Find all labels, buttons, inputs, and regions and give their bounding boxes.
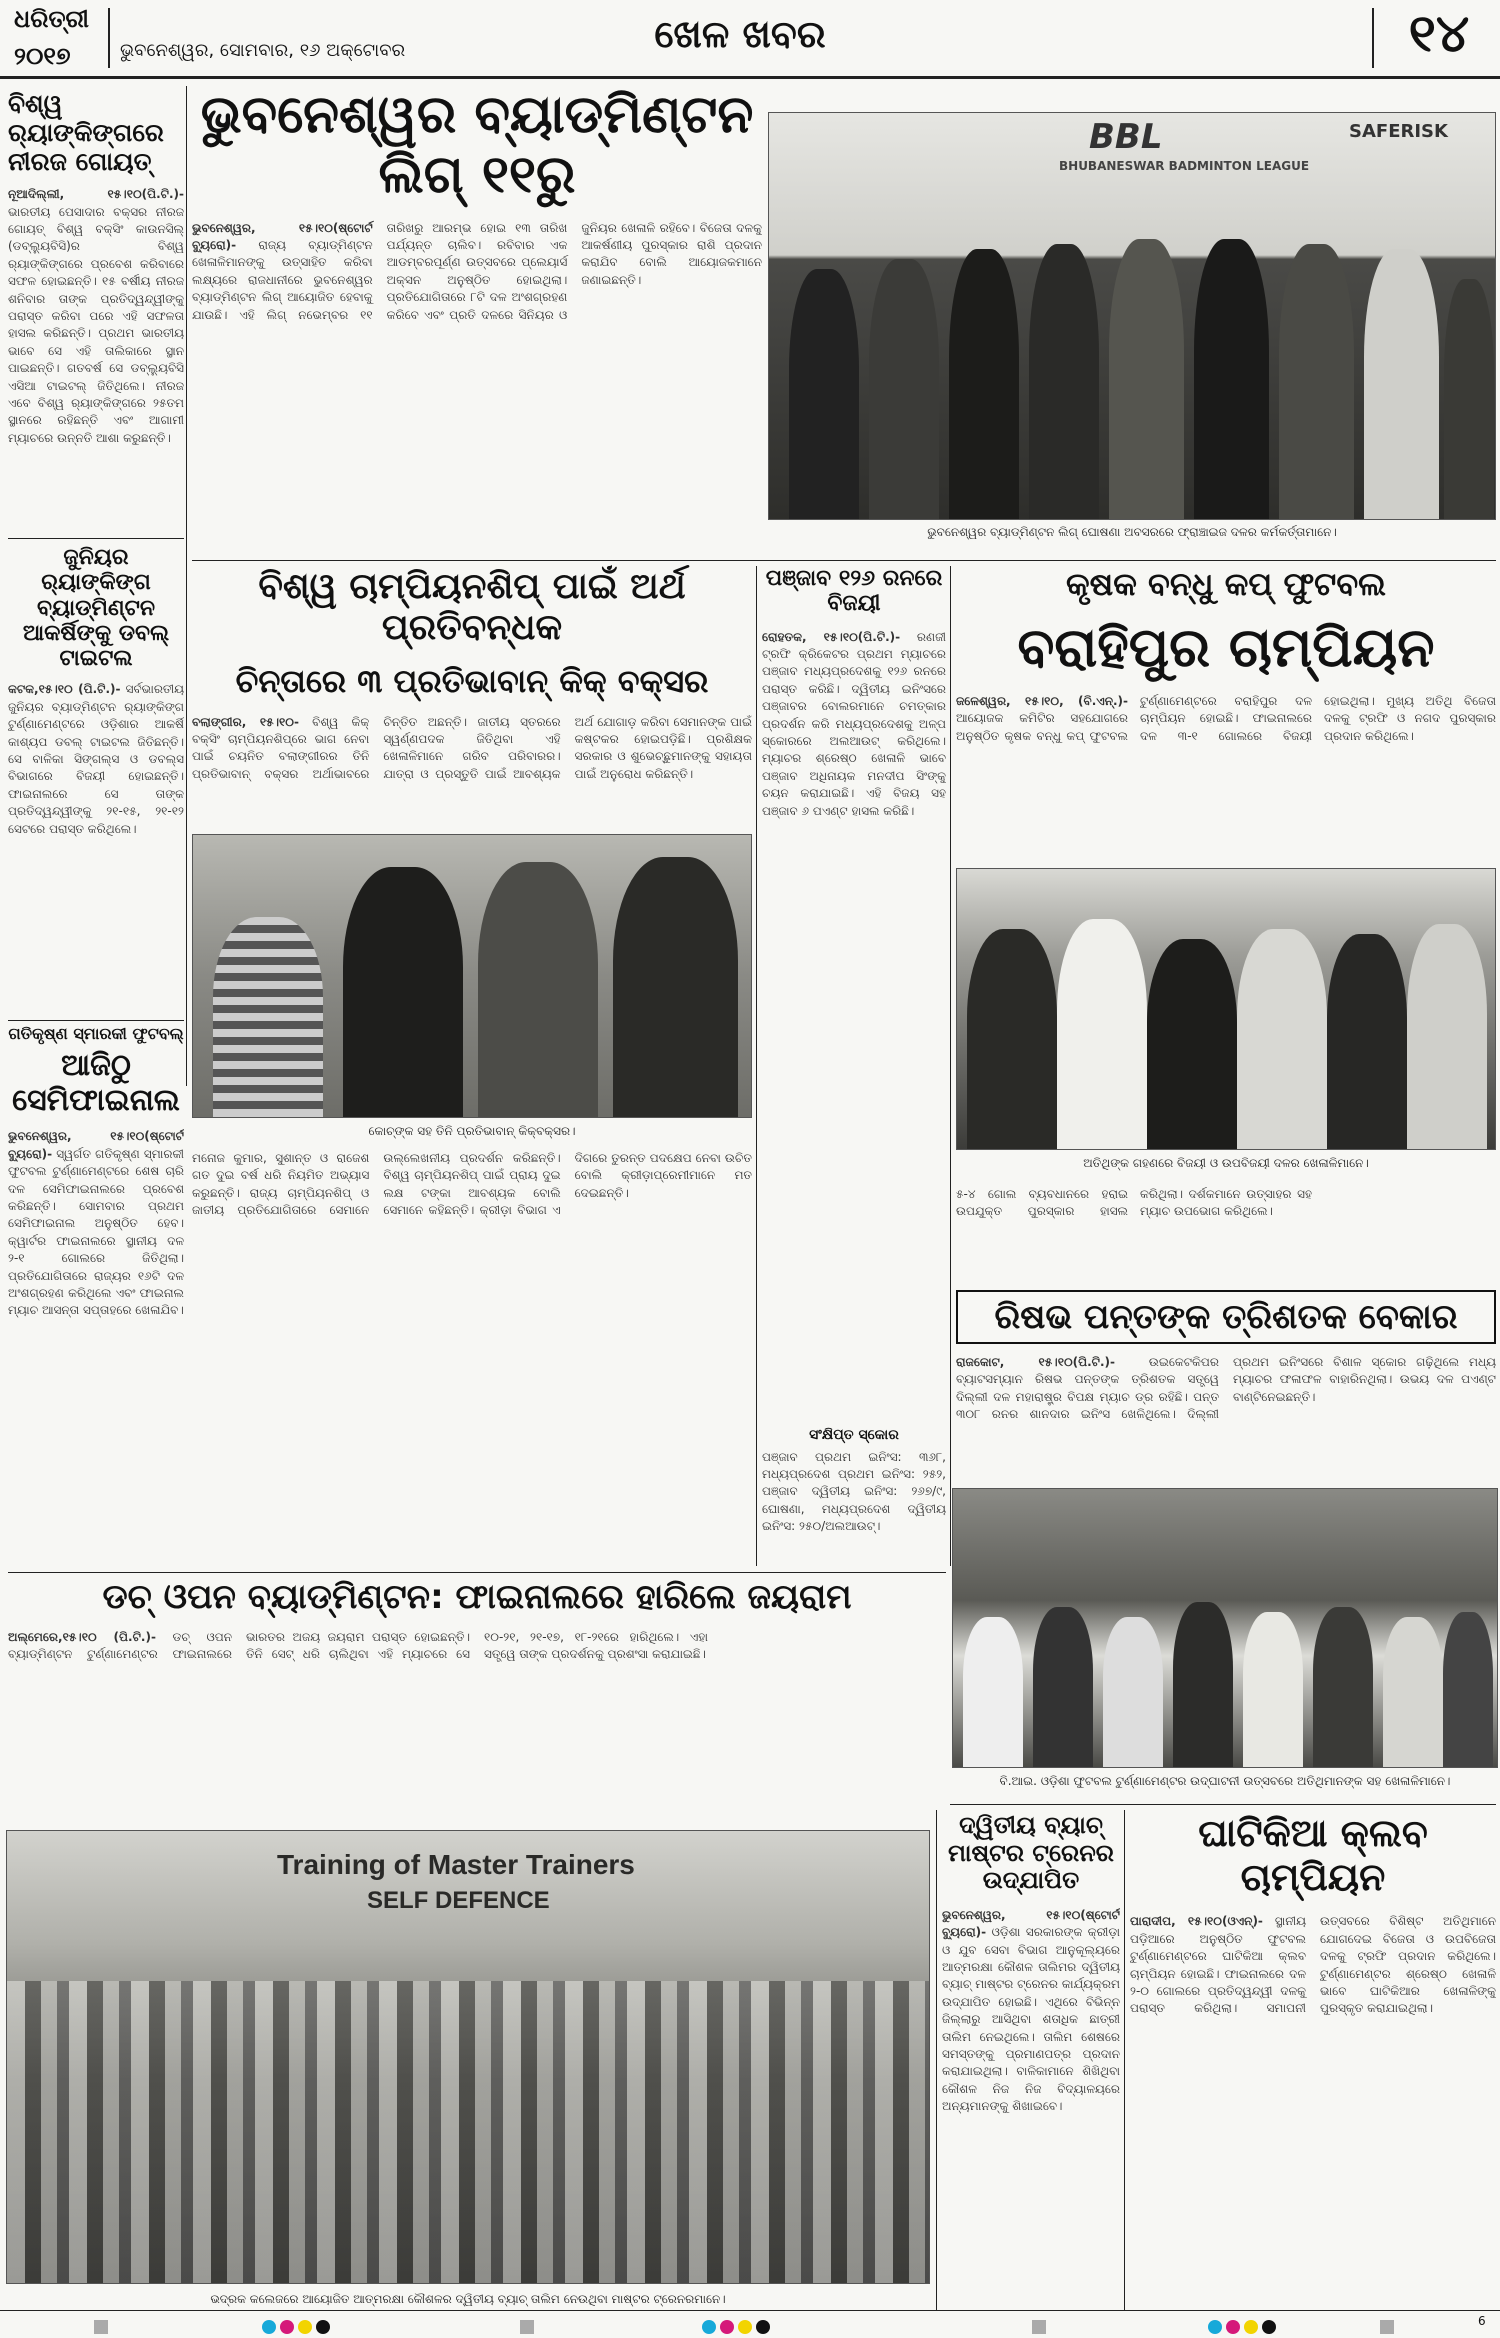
paper-name: ଧରିତ୍ରୀ: [14, 4, 89, 33]
training-photo: [6, 1830, 930, 2284]
bbl-caption: ଭୁବନେଶ୍ୱର ବ୍ୟାଡ୍‌ମିଣ୍ଟନ ଲିଗ୍ ଘୋଷଣା ଅବସରରେ ଫ୍ରାଞ୍ଚାଇଜ ଦଳର କର୍ମକର୍ତ୍ତାମାନେ।: [927, 525, 1337, 539]
odisha-football-caption: ବି.ଆଇ. ଓଡ଼ିଶା ଫୁଟବଲ ଟୁର୍ଣ୍ଣାମେଣ୍ଟର ଉଦ୍‌ଘାଟନୀ ଉତ୍ସବରେ ଅତିଥିମାନଙ୍କ ସହ ଖେଳାଳିମାନେ।: [999, 1774, 1451, 1788]
page-number: ୧୪: [1408, 4, 1470, 64]
ghatikia-headline: ଘାଟିକିଆ କ୍ଲବ ଚାମ୍ପିୟନ: [1198, 1811, 1428, 1899]
punjab-article: [762, 566, 946, 1566]
junior-headline: ଜୁନିୟର ର‌୍ୟାଙ୍କିଙ୍ଗ ବ୍ୟାଡ୍‌ମିଣ୍ଟନ ଆକର୍ଷିଙ୍କୁ ଡବଲ୍ ଟାଇଟଲ: [22, 545, 170, 672]
semifinal-body: ସ୍ୱର୍ଗତ ଗତିକୃଷ୍ଣ ସ୍ମାରକୀ ଫୁଟବଲ ଟୁର୍ଣ୍ଣାମେଣ୍ଟରେ ଶେଷ ଚାରି ଦଳ ସେମିଫାଇନାଲରେ ପ୍ରବେଶ କରିଛନ୍ତି। ସୋମବାର ପ୍ରଥମ ସେମିଫାଇନାଲ ଅନୁଷ୍ଠିତ ହେବ। କ୍ୱାର୍ଟର ଫାଇନାଲରେ ସ୍ଥାନୀୟ ଦଳ ୨-୧ ଗୋଲରେ ଜିତିଥିଲା। ପ୍ରତିଯୋଗିତାରେ ରାଜ୍ୟର ୧୬ଟି ଦଳ ଅଂଶଗ୍ରହଣ କରିଥିଲେ ଏବଂ ଫାଇନାଲ ମ୍ୟାଚ ଆସନ୍ତା ସପ୍ତାହରେ ଖେଳାଯିବ।: [8, 1146, 184, 1318]
rishabh-body: ଉଇକେଟକିପର ବ୍ୟାଟସମ୍ୟାନ ରିଷଭ ପନ୍ତଙ୍କ ତ୍ରିଶତକ ସତ୍ତ୍ୱେ ଦିଲ୍ଲୀ ଦଳ ମହାରାଷ୍ଟ୍ର ବିପକ୍ଷ ମ୍ୟାଚ ଡ୍ର ରହିଛି। ପନ୍ତ ୩୦୮ ରନର ଶାନଦାର ଇନିଂସ ଖେଳିଥିଲେ। ଦିଲ୍ଲୀ ପ୍ରଥମ ଇନିଂସରେ ବିଶାଳ ସ୍କୋର ଗଢ଼ିଥିଲେ ମଧ୍ୟ ମ୍ୟାଚର ଫଳାଫଳ ବାହାରିନଥିଲା। ଉଭୟ ଦଳ ପଏଣ୍ଟ ବାଣ୍ଟିନେଇଛନ୍ତି।: [956, 1355, 1496, 1422]
ghatikia-dateline: ପାରାଦୀପ, ୧୫।୧୦(ଓଏନ୍)-: [1130, 1914, 1263, 1929]
semifinal-headline: ଆଜିଠୁ ସେମିଫାଇନାଲ: [12, 1048, 180, 1118]
semifinal-dateline: ଭୁବନେଶ୍ୱର, ୧୫।୧୦(ଷ୍ଟୋର୍ଟ ବ୍ୟୁରୋ)-: [8, 1129, 184, 1161]
nirajan-headline: ବିଶ୍ୱ ର‌୍ୟାଙ୍କିଙ୍ଗରେ ନୀରଜ ଗୋୟତ୍: [8, 89, 164, 176]
bbl-sponsor: SAFERISK: [1349, 121, 1448, 142]
punjab-body: ରଣଜୀ ଟ୍ରଫି କ୍ରିକେଟର ପ୍ରଥମ ମ୍ୟାଚରେ ପଞ୍ଜାବ ମଧ୍ୟପ୍ରଦେଶକୁ ୧୨୬ ରନରେ ପରାସ୍ତ କରିଛି। ଦ୍ୱିତୀୟ ଇନିଂସରେ ପଞ୍ଜାବର ବୋଲରମାନେ ଚମତ୍କାର ପ୍ରଦର୍ଶନ କରି ମଧ୍ୟପ୍ରଦେଶକୁ ଅଳ୍ପ ସ୍କୋରରେ ଅଲଆଉଟ୍ କରିଥିଲେ। ମ୍ୟାଚର ଶ୍ରେଷ୍ଠ ଖେଳାଳି ଭାବେ ପଞ୍ଜାବ ଅଧିନାୟକ ମନଦୀପ ସିଂଙ୍କୁ ଚୟନ କରାଯାଇଛି। ଏହି ବିଜୟ ସହ ପଞ୍ଜାବ ୬ ପଏଣ୍ଟ ହାସଲ କରିଛି।: [762, 629, 946, 818]
bbl-banner-sub: BHUBANESWAR BADMINTON LEAGUE: [1059, 159, 1310, 173]
master-trainer-article: [942, 1812, 1120, 2312]
nirajan-dateline: ନୂଆଦିଲ୍ଲୀ, ୧୫।୧୦(ପି.ଟି.)-: [8, 187, 184, 202]
jayaram-dateline: ଅଲ୍‌ମେରେ,୧୫।୧୦ (ପି.ଟି.)-: [8, 1630, 156, 1645]
krushak-caption: ଅତିଥିଙ୍କ ଗହଣରେ ବିଜୟୀ ଓ ଉପବିଜୟୀ ଦଳର ଖେଳାଳିମାନେ।: [1083, 1156, 1369, 1170]
ghatikia-article: [1130, 1812, 1496, 2312]
boxers-dateline: ବଲାଙ୍ଗୀର, ୧୫।୧୦-: [192, 714, 299, 729]
bbl-photo: [768, 112, 1496, 520]
krushak-body: ଆୟୋଜକ କମିଟିର ସହଯୋଗରେ ଅନୁଷ୍ଠିତ କୃଷକ ବନ୍ଧୁ କପ୍ ଫୁଟବଲ ଟୁର୍ଣ୍ଣାମେଣ୍ଟରେ ବରାହିପୁର ଦଳ ଚାମ୍ପିୟନ ହୋଇଛି। ଫାଇନାଲରେ ଦଳ ୩-୧ ଗୋଲରେ ବିଜୟୀ ହୋଇଥିଲା। ମୁଖ୍ୟ ଅତିଥି ବିଜେତା ଦଳକୁ ଟ୍ରଫି ଓ ନଗଦ ପୁରସ୍କାର ପ୍ରଦାନ କରିଥିଲେ।: [956, 693, 1496, 743]
krushak-kicker: କୃଷକ ବନ୍ଧୁ କପ୍ ଫୁଟବଲ: [1065, 565, 1386, 603]
junior-article: [8, 545, 184, 1015]
junior-dateline: କଟକ,୧୫।୧୦ (ପି.ଟି.)-: [8, 682, 121, 697]
master-trainer-dateline: ଭୁବନେଶ୍ୱର, ୧୫।୧୦(ଷ୍ଟୋର୍ଟ ବ୍ୟୁରୋ)-: [942, 1907, 1120, 1940]
boxers-body2: ମନୋଜ କୁମାର, ସୁଶାନ୍ତ ଓ ରାଜେଶ ଗତ ଦୁଇ ବର୍ଷ ଧରି ନିୟମିତ ଅଭ୍ୟାସ କରୁଛନ୍ତି। ରାଜ୍ୟ ଚାମ୍ପିୟନଶିପ୍ ଓ ଜାତୀୟ ପ୍ରତିଯୋଗିତାରେ ସେମାନେ ଉଲ୍ଲେଖନୀୟ ପ୍ରଦର୍ଶନ କରିଛନ୍ତି। ବିଶ୍ୱ ଚାମ୍ପିୟନଶିପ୍ ପାଇଁ ପ୍ରାୟ ଦୁଇ ଲକ୍ଷ ଟଙ୍କା ଆବଶ୍ୟକ ବୋଲି ସେମାନେ କହିଛନ୍ତି। କ୍ରୀଡ଼ା ବିଭାଗ ଏ ଦିଗରେ ତୁରନ୍ତ ପଦକ୍ଷେପ ନେବା ଉଚିତ ବୋଲି କ୍ରୀଡ଼ାପ୍ରେମୀମାନେ ମତ ଦେଇଛନ୍ତି।: [192, 1151, 752, 1218]
boxers-article: [192, 566, 752, 1566]
krushak-article: [956, 566, 1496, 1286]
rishabh-headline-box: [956, 1290, 1496, 1344]
boxers-subheadline: ଚିନ୍ତାରେ ୩ ପ୍ରତିଭାବାନ୍ କିକ୍ ବକ୍ସର: [235, 661, 709, 700]
boxers-photo: [192, 834, 752, 1118]
punjab-headline: ପଞ୍ଜାବ ୧୨୬ ରନରେ ବିଜୟୀ: [765, 566, 943, 617]
bbl-body: ରାଜ୍ୟ ବ୍ୟାଡ୍‌ମିଣ୍ଟନ ଖେଳାଳିମାନଙ୍କୁ ଉତ୍ସାହିତ କରିବା ଲକ୍ଷ୍ୟରେ ରାଜଧାନୀରେ ଭୁବନେଶ୍ୱର ବ୍ୟାଡ୍‌ମିଣ୍ଟନ ଲିଗ୍ ଆୟୋଜିତ ହେବାକୁ ଯାଉଛି। ଏହି ଲିଗ୍ ନଭେମ୍ବର ୧୧ ତାରିଖରୁ ଆରମ୍ଭ ହୋଇ ୧୩ ତାରିଖ ପର୍ଯ୍ୟନ୍ତ ଚାଲିବ। ରବିବାର ଏକ ଆଡମ୍ବରପୂର୍ଣ୍ଣ ଉତ୍ସବରେ ପ୍ଲେୟାର୍ସ ଅକ୍ସନ ଅନୁଷ୍ଠିତ ହୋଇଥିଲା। ପ୍ରତିଯୋଗିତାରେ ୮ଟି ଦଳ ଅଂଶଗ୍ରହଣ କରିବେ ଏବଂ ପ୍ରତି ଦଳରେ ସିନିୟର ଓ ଜୁନିୟର ଖେଳାଳି ରହିବେ। ବିଜେତା ଦଳକୁ ଆକର୍ଷଣୀୟ ପୁରସ୍କାର ରାଶି ପ୍ରଦାନ କରାଯିବ ବୋଲି ଆୟୋଜକମାନେ ଜଣାଇଛନ୍ତି।: [192, 220, 762, 322]
punjab-dateline: ରୋହତକ, ୧୫।୧୦(ପି.ଟି.)-: [762, 629, 901, 644]
training-caption: ଭଦ୍ରକ କଲେଜରେ ଆୟୋଜିତ ଆତ୍ମରକ୍ଷା କୌଶଳର ଦ୍ୱିତୀୟ ବ୍ୟାଚ୍ ତାଲିମ ନେଉଥିବା ମାଷ୍ଟର ଟ୍ରେନରମାନେ।: [210, 2292, 726, 2306]
junior-body: ସର୍ବଭାରତୀୟ ଜୁନିୟର ବ୍ୟାଡ୍‌ମିଣ୍ଟନ ର‌୍ୟାଙ୍କିଙ୍ଗ ଟୁର୍ଣ୍ଣାମେଣ୍ଟରେ ଓଡ଼ିଶାର ଆକର୍ଷି କାଶ୍ୟପ ଡବଲ୍ ଟାଇଟଲ ଜିତିଛନ୍ତି। ସେ ବାଳିକା ସିଙ୍ଗଲ୍ସ ଓ ଡବଲ୍ସ ବିଭାଗରେ ବିଜୟୀ ହୋଇଛନ୍ତି। ଫାଇନାଲରେ ସେ ତାଙ୍କ ପ୍ରତିଦ୍ୱନ୍ଦ୍ୱୀଙ୍କୁ ୨୧-୧୫, ୨୧-୧୨ ସେଟରେ ପରାସ୍ତ କରିଥିଲେ।: [8, 682, 184, 836]
training-banner2: SELF DEFENCE: [367, 1887, 550, 1914]
jayaram-article: [8, 1578, 946, 1798]
krushak-body2: ୫-୪ ଗୋଲ ବ୍ୟବଧାନରେ ହରାଇ ଉପଯୁକ୍ତ ପୁରସ୍କାର ହାସଲ କରିଥିଲା। ଦର୍ଶକମାନେ ଉତ୍ସାହର ସହ ମ୍ୟାଚ ଉପଭୋଗ କରିଥିଲେ।: [956, 1187, 1312, 1219]
jayaram-headline: ଡଚ୍ ଓପନ ବ୍ୟାଡ୍‌ମିଣ୍ଟନ: ଫାଇନାଲରେ ହାରିଲେ ଜୟରାମ: [102, 1577, 852, 1617]
bbl-headline: ଭୁବନେଶ୍ୱର ବ୍ୟାଡ୍‌ମିଣ୍ଟନ ଲିଗ୍ ୧୧ରୁ: [200, 85, 754, 205]
masthead: [0, 0, 1500, 80]
section-title: ଖେଳ ଖବର: [654, 12, 826, 56]
krushak-headline: ବରାହିପୁର ଚାମ୍ପିୟନ: [1017, 615, 1435, 679]
nirajan-body: ଭାରତୀୟ ପେସାଦାର ବକ୍ସର ନୀରଜ ଗୋୟତ୍ ବିଶ୍ୱ ବକ୍ସିଂ କାଉନସିଲ୍ (ଡବ୍ଲ୍ୟୁବିସି)ର ବିଶ୍ୱ ର‌୍ୟାଙ୍କିଙ୍ଗରେ ପ୍ରବେଶ କରିବାରେ ସଫଳ ହୋଇଛନ୍ତି। ୧୫ ବର୍ଷୀୟ ନୀରଜ ଶନିବାର ତାଙ୍କ ପ୍ରତିଦ୍ୱନ୍ଦ୍ୱୀଙ୍କୁ ପରାସ୍ତ କରିବା ପରେ ଏହି ସଫଳତା ହାସଲ କରିଛନ୍ତି। ପ୍ରଥମ ଭାରତୀୟ ଭାବେ ସେ ଏହି ତାଲିକାରେ ସ୍ଥାନ ପାଇଛନ୍ତି। ଗତବର୍ଷ ସେ ଡବ୍ଲ୍ୟୁବିସି ଏସିଆ ଟାଇଟଲ୍ ଜିତିଥିଲେ। ନୀରଜ ଏବେ ବିଶ୍ୱ ର‌୍ୟାଙ୍କିଙ୍ଗରେ ୨୫ତମ ସ୍ଥାନରେ ରହିଛନ୍ତି ଏବଂ ଆଗାମୀ ମ୍ୟାଚରେ ଉନ୍ନତି ଆଶା କରୁଛନ୍ତି।: [8, 204, 184, 445]
semifinal-article: [8, 1025, 184, 1515]
scoreboard-body: ପଞ୍ଜାବ ପ୍ରଥମ ଇନିଂସ: ୩୬୮, ମଧ୍ୟପ୍ରଦେଶ ପ୍ରଥମ ଇନିଂସ: ୨୫୨, ପଞ୍ଜାବ ଦ୍ୱିତୀୟ ଇନିଂସ: ୨୬୭/୯, ଘୋଷଣା, ମଧ୍ୟପ୍ରଦେଶ ଦ୍ୱିତୀୟ ଇନିଂସ: ୨୫୦/ଅଲଆଉଟ୍।: [762, 1449, 946, 1534]
nirajan-article: [8, 90, 184, 535]
year: ୨୦୧୭: [14, 42, 71, 70]
bbl-dateline: ଭୁବନେଶ୍ୱର, ୧୫।୧୦(ଷ୍ଟୋର୍ଟ ବ୍ୟୁରୋ)-: [192, 220, 373, 252]
krushak-dateline: ଜଳେଶ୍ୱର, ୧୫।୧୦, (ବି.ଏନ୍.)-: [956, 693, 1128, 708]
boxers-caption: କୋଚ୍‌ଙ୍କ ସହ ତିନି ପ୍ରତିଭାବାନ୍ କିକ୍‌ବକ୍ସର।: [368, 1124, 576, 1138]
ghatikia-body: ସ୍ଥାନୀୟ ପଡ଼ିଆରେ ଅନୁଷ୍ଠିତ ଫୁଟବଲ ଟୁର୍ଣ୍ଣାମେଣ୍ଟରେ ଘାଟିକିଆ କ୍ଲବ ଚାମ୍ପିୟନ ହୋଇଛି। ଫାଇନାଲରେ ଦଳ ୨-୦ ଗୋଲରେ ପ୍ରତିଦ୍ୱନ୍ଦ୍ୱୀ ଦଳକୁ ପରାସ୍ତ କରିଥିଲା। ସମାପନୀ ଉତ୍ସବରେ ବିଶିଷ୍ଟ ଅତିଥିମାନେ ଯୋଗଦେଇ ବିଜେତା ଓ ଉପବିଜେତା ଦଳକୁ ଟ୍ରଫି ପ୍ରଦାନ କରିଥିଲେ। ଟୁର୍ଣ୍ଣାମେଣ୍ଟର ଶ୍ରେଷ୍ଠ ଖେଳାଳି ଭାବେ ଘାଟିକିଆର ଖେଳାଳିଙ୍କୁ ପୁରସ୍କୃତ କରାଯାଇଥିଲା।: [1130, 1914, 1496, 2016]
rishabh-text: [956, 1354, 1496, 1474]
odisha-football-photo: [952, 1488, 1498, 1768]
krushak-photo: [956, 868, 1496, 1150]
boxers-headline: ବିଶ୍ୱ ଚାମ୍ପିୟନଶିପ୍ ପାଇଁ ଅର୍ଥ ପ୍ରତିବନ୍ଧକ: [258, 566, 686, 649]
footer-page-num: 6: [1478, 2314, 1486, 2328]
master-trainer-body: ଓଡ଼ିଶା ସରକାରଙ୍କ କ୍ରୀଡ଼ା ଓ ଯୁବ ସେବା ବିଭାଗ ଆନୁକୂଲ୍ୟରେ ଆତ୍ମରକ୍ଷା କୌଶଳ ତାଲିମର ଦ୍ୱିତୀୟ ବ୍ୟାଚ୍ ମାଷ୍ଟର ଟ୍ରେନର କାର୍ଯ୍ୟକ୍ରମ ଉଦ୍‌ଯାପିତ ହୋଇଛି। ଏଥିରେ ବିଭିନ୍ନ ଜିଲ୍ଲାରୁ ଆସିଥିବା ଶତାଧିକ ଛାତ୍ରୀ ତାଲିମ ନେଇଥିଲେ। ତାଲିମ ଶେଷରେ ସମସ୍ତଙ୍କୁ ପ୍ରମାଣପତ୍ର ପ୍ରଦାନ କରାଯାଇଥିଲା। ବାଳିକାମାନେ ଶିଖିଥିବା କୌଶଳ ନିଜ ନିଜ ବିଦ୍ୟାଳୟରେ ଅନ୍ୟମାନଙ୍କୁ ଶିଖାଇବେ।: [942, 1925, 1120, 2114]
jayaram-body: ଡଚ୍ ଓପନ ବ୍ୟାଡ୍‌ମିଣ୍ଟନ ଟୁର୍ଣ୍ଣାମେଣ୍ଟର ଫାଇନାଲରେ ଭାରତର ଅଜୟ ଜୟରାମ ପରାସ୍ତ ହୋଇଛନ୍ତି। ତିନି ସେଟ୍ ଧରି ଚାଲିଥିବା ଏହି ମ୍ୟାଚରେ ସେ ୧୦-୨୧, ୨୧-୧୭, ୧୮-୨୧ରେ ହାରିଥିଲେ। ଏହା ସତ୍ତ୍ୱେ ତାଙ୍କ ପ୍ରଦର୍ଶନକୁ ପ୍ରଶଂସା କରାଯାଇଛି।: [8, 1630, 708, 1662]
rishabh-dateline: ରାଜକୋଟ, ୧୫।୧୦(ପି.ଟି.)-: [956, 1355, 1115, 1369]
dateline: ଭୁବନେଶ୍ୱର, ସୋମବାର, ୧୬ ଅକ୍ଟୋବର: [120, 40, 406, 61]
master-trainer-headline: ଦ୍ୱିତୀୟ ବ୍ୟାଚ୍ ମାଷ୍ଟର ଟ୍ରେନର ଉଦ୍‌ଯାପିତ: [948, 1811, 1114, 1895]
bbl-banner: BBL: [1089, 117, 1163, 157]
boxers-body: ବିଶ୍ୱ କିକ୍ ବକ୍ସିଂ ଚାମ୍ପିୟନଶିପ୍‌ରେ ଭାଗ ନେବା ପାଇଁ ଚୟନିତ ବଲାଙ୍ଗୀରର ତିନି ପ୍ରତିଭାବାନ୍ ବକ୍ସର ଅର୍ଥାଭାବରେ ଚିନ୍ତିତ ଅଛନ୍ତି। ଜାତୀୟ ସ୍ତରରେ ସ୍ୱର୍ଣ୍ଣପଦକ ଜିତିଥିବା ଏହି ଖେଳାଳିମାନେ ଗରିବ ପରିବାରର। ଯାତ୍ରା ଓ ପ୍ରସ୍ତୁତି ପାଇଁ ଆବଶ୍ୟକ ଅର୍ଥ ଯୋଗାଡ଼ କରିବା ସେମାନଙ୍କ ପାଇଁ କଷ୍ଟକର ହୋଇପଡ଼ିଛି। ପ୍ରଶିକ୍ଷକ ସରକାର ଓ ଶୁଭେଚ୍ଛୁମାନଙ୍କୁ ସହାୟତା ପାଇଁ ଅନୁରୋଧ କରିଛନ୍ତି।: [192, 714, 752, 781]
bbl-article: [192, 86, 762, 556]
semifinal-kicker: ଗତିକୃଷ୍ଣ ସ୍ମାରକୀ ଫୁଟବଲ୍: [8, 1024, 184, 1043]
training-banner: Training of Master Trainers: [277, 1849, 635, 1880]
rishabh-headline: ରିଷଭ ପନ୍ତଙ୍କ ତ୍ରିଶତକ ବେକାର: [994, 1297, 1458, 1337]
scoreboard-title: ସଂକ୍ଷିପ୍ତ ସ୍କୋର: [809, 1426, 899, 1443]
